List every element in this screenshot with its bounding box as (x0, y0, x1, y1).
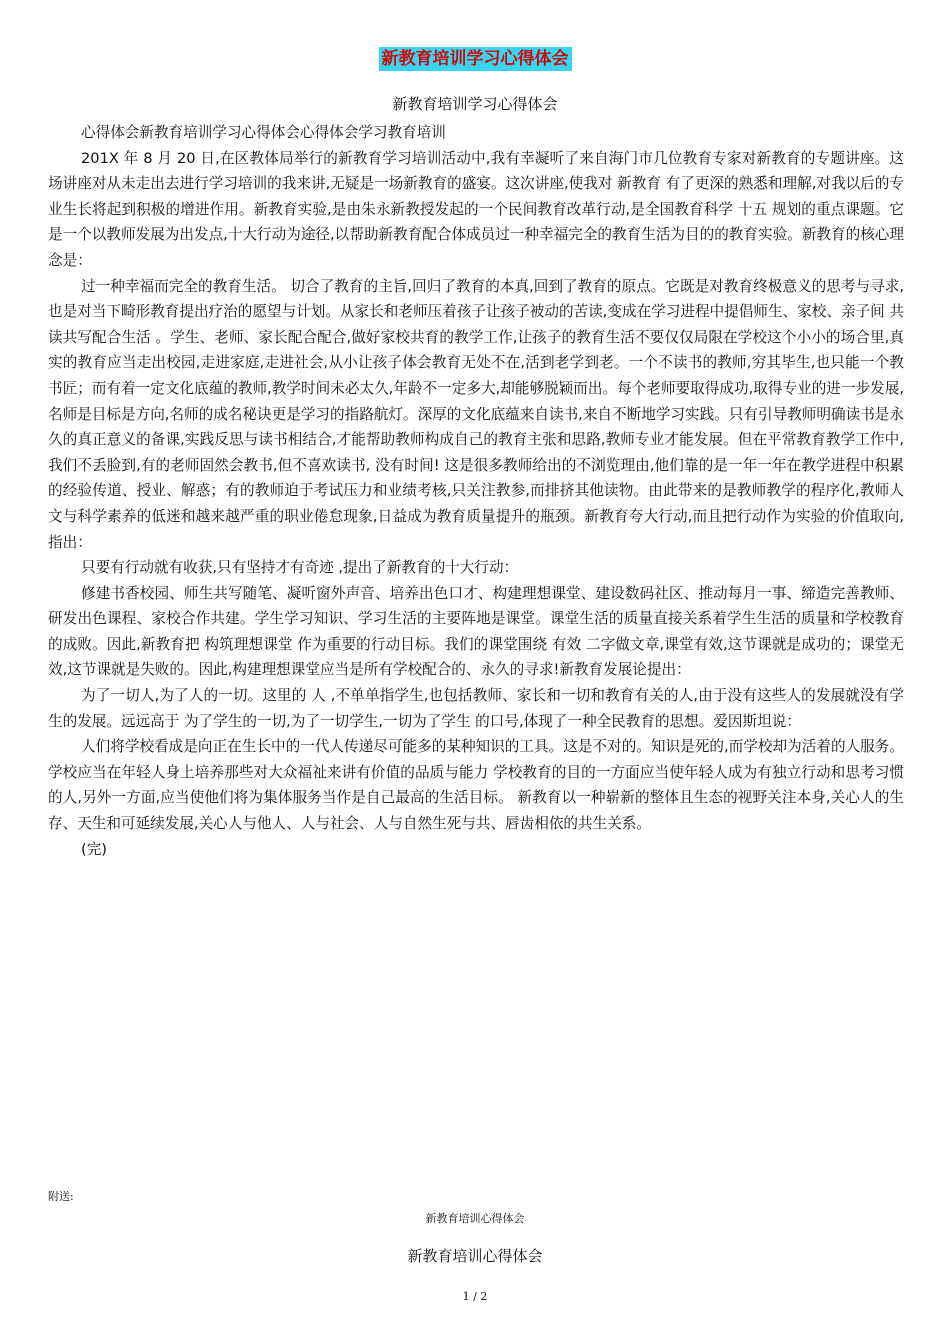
paragraph: 过一种幸福而完全的教育生活。 切合了教育的主旨,回归了教育的本真,回到了教育的原点。它既是对教育终极意义的思考与寻求,也是对当下畸形教育提出疗治的愿望与计划。从家长和老师压着孩子让孩子被动的苦读,变成在学习进程中提倡师生、家校、亲子间 共读共写配合生活 。学生、老师、家长配合配合,做好家校共育的教学工作,让孩子的教育生活不要仅仅局限在学校这个小小的场合里,真实的教育应当走出校园,走进家庭,走进社会,从小让孩子体会教育无处不在,活到老学到老。一个不读书的教师,穷其毕生,也只能一个教书匠；而有着一定文化底蕴的教师,教学时间未必太久,年龄不一定多大,却能够脱颖而出。每个老师要取得成功,取得专业的进一步发展,名师是目标是方向,名师的成名秘诀更是学习的指路航灯。深厚的文化底蕴来自读书,来自不断地学习实践。只有引导教师明确读书是永久的真正意义的备课,实践反思与读书相结合,才能帮助教师构成自己的教育主张和思路,教师专业才能发展。但在平常教育教学工作中,我们不丢脸到,有的老师固然会教书,但不喜欢读书, 没有时间! 这是很多教师给出的不浏览理由,他们靠的是一年一年在教学进程中积累的经验传道、授业、解惑；有的教师迫于考试压力和业绩考核,只关注教参,而排挤其他读物。由此带来的是教师教学的程序化,教师人文与科学素养的低迷和越来越严重的职业倦怠现象,日益成为教育质量提升的瓶颈。新教育夸大行动,而且把行动作为实验的价值取向,指出： (48, 277, 904, 551)
page-number: 1 / 2 (462, 1290, 488, 1303)
paragraph: 修建书香校园、师生共写随笔、凝听窗外声音、培养出色口才、构建理想课堂、建设数码社区、推动每月一事、缔造完善教师、研发出色课程、家校合作共建。学生学习知识、学习生活的主要阵地是课堂。课堂生活的质量直接关系着学生生活的质量和学校教育的成败。因此,新教育把 构筑理想课堂 作为重要的行动目标。我们的课堂围绕 有效 二字做文章,课堂有效,这节课就是成功的；课堂无效,这节课就是失败的。因此,构建理想课堂应当是所有学校配合的、永久的寻求!新教育发展论提出： (48, 584, 904, 679)
appendix-label: 附送: (48, 1190, 74, 1203)
paragraph: 为了一切人,为了人的一切。这里的 人 ,不单单指学生,也包括教师、家长和一切和教育有关的人,由于没有这些人的发展就没有学生的发展。远远高于 为了学生的一切,为了一切学生,一切为了学生 的口号,体现了一种全民教育的思想。爱因斯坦说： (48, 687, 904, 730)
subtitle: 新教育培训学习心得体会 (392, 95, 558, 113)
footer-caption: 新教育培训心得体会 (425, 1212, 525, 1225)
paragraph-end-mark: (完) (81, 840, 107, 858)
paragraph: 只要有行动就有收获,只有坚持才有奇迹 ,提出了新教育的十大行动： (81, 559, 519, 577)
paragraph: 人们将学校看成是向正在生长中的一代人传递尽可能多的某种知识的工具。这是不对的。知识是死的,而学校却为活着的人服务。学校应当在年轻人身上培养那些对大众福祉来讲有价值的品质与能力 学校教育的目的一方面应当使年轻人成为有独立行动和思考习惯的人,另外一方面,应当使他们将为集体服务当作是自己最高的生活目标。 新教育以一种崭新的整体且生态的视野关注本身,关心人的生存、天生和可延续发展,关心人与他人、人与社会、人与自然生死与共、唇齿相依的共生关系。 (48, 738, 904, 833)
banner-title: 新教育培训学习心得体会 (379, 47, 572, 71)
footer-title: 新教育培训心得体会 (407, 1247, 543, 1265)
body-text (48, 120, 904, 862)
paragraph: 心得体会新教育培训学习心得体会心得体会学习教育培训 (81, 124, 446, 141)
paragraph: 201X 年 8 月 20 日,在区教体局举行的新教育学习培训活动中,我有幸凝听了来自海门市几位教育专家对新教育的专题讲座。这场讲座对从未走出去进行学习培训的我来讲,无疑是一场新教育的盛宴。这次讲座,使我对 新教育 有了更深的熟悉和理解,对我以后的专业生长将起到积极的增进作用。新教育实验,是由朱永新教授发起的一个民间教育改革行动,是全国教育科学 十五 规划的重点课题。它是一个以教师发展为出发点,十大行动为途径,以帮助新教育配合体成员过一种幸福完全的教育生活为目的的教育实验。新教育的核心理念是： (48, 149, 904, 269)
banner-wrap (0, 47, 950, 71)
